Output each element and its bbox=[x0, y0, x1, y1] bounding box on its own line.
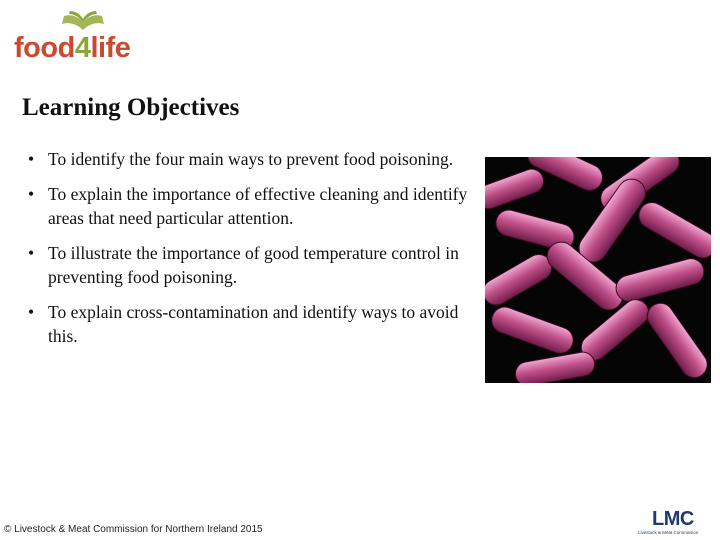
logo-wordmark: food4life bbox=[14, 32, 131, 64]
slide-title: Learning Objectives bbox=[22, 94, 240, 121]
objective-text: To explain the importance of effective cleaning and identify areas that need particular attention. bbox=[48, 184, 468, 228]
bacteria-image bbox=[485, 157, 711, 383]
lmc-logo: LMC Livestock & Meat Commission bbox=[638, 508, 699, 535]
objectives-list bbox=[22, 147, 468, 359]
objective-item bbox=[22, 241, 468, 289]
objective-text: To identify the four main ways to prevent food poisoning. bbox=[48, 149, 454, 169]
objective-item bbox=[22, 147, 468, 171]
objective-text: To explain cross-contamination and identify ways to avoid this. bbox=[48, 302, 459, 346]
objective-text: To illustrate the importance of good temperature control in preventing food poisoning. bbox=[48, 243, 459, 287]
objective-item bbox=[22, 182, 468, 230]
food4life-logo bbox=[14, 10, 144, 66]
open-book-icon bbox=[60, 10, 106, 32]
bullet-icon: • bbox=[28, 302, 35, 322]
copyright-footer: © Livestock & Meat Commission for Northern Ireland 2015 bbox=[4, 524, 263, 535]
bullet-icon: • bbox=[28, 243, 35, 263]
bullet-icon: • bbox=[28, 149, 35, 169]
objective-item bbox=[22, 300, 468, 348]
bullet-icon: • bbox=[28, 184, 35, 204]
